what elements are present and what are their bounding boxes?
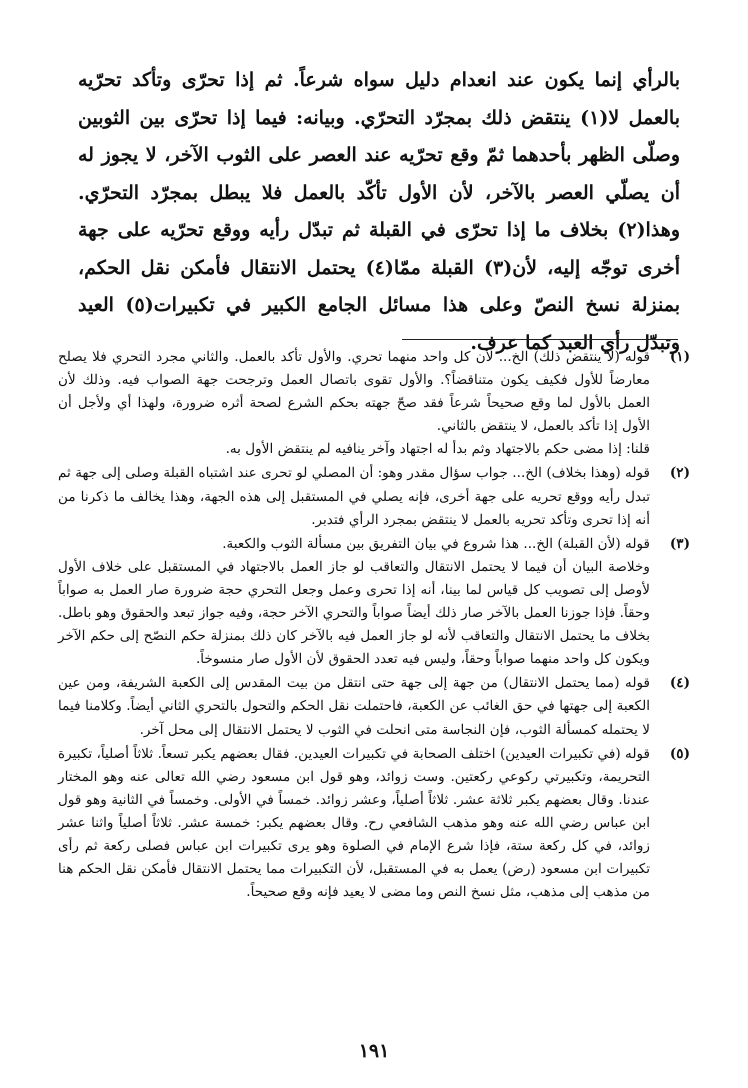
main-paragraph: بالرأي إنما يكون عند انعدام دليل سواه شرعاً. ثم إذا تحرّى وتأكد تحرّيه بالعمل لا(١) ينتقض ذلك بمجرّد التحرّي. وبيانه: فيما إذا تحرّى بين الثوبين وصلّى الظهر بأحدهما ثمّ وقع تحرّيه عند العصر على الثوب الآخر، لا يجوز له أن يصلّي العصر بالآخر، لأن الأول تأكّد بالعمل فلا يبطل بمجرّد التحرّي. وهذا(٢) بخلاف ما إذا تحرّى في القبلة ثم تبدّل رأيه ووقع تحرّيه على جهة أخرى توجّه إليه، لأن(٣) القبلة ممّا(٤) يحتمل الانتقال فأمكن نقل الحكم، بمنزلة نسخ النصّ وعلى هذا مسائل الجامع الكبير في تكبيرات(٥) العيد وتبدّل رأي العبد كما عرف. [78,69,681,354]
footnote-5 [58,743,690,905]
footnote-number: (١) [669,349,690,365]
footnote-separator [402,339,678,340]
footnote-body [58,346,650,461]
main-text-block [78,62,680,362]
footnote-body [58,672,650,741]
footnote-number: (٤) [669,675,690,692]
footnote-paragraph: قوله (في تكبيرات العيدين) اختلف الصحابة في تكبيرات العيدين. فقال بعضهم يكبر تسعاً. ثلاثاً أصلياً، تكبيرة التحريمة، وتكبيرتي ركوعي ركعتين. وست زوائد، وهو قول ابن مسعود رضي الله تعالى عنه وهو المختار عندنا. وقال بعضهم يكبر ثلاثة عشر. ثلاثاً أصلياً، وعشر زوائد. خمساً في الأولى. وخمساً في الثانية وهو قول ابن عباس رضي الله عنه وهو مذهب الشافعي رح. وقال بعضهم يكبر: خمسة عشر. ثلاثاً أصلياً واثنا عشر زوائد، في كل ركعة ستة، فإذا شرع الإمام في الصلوة وهو يرى تكبيرات ابن عباس فصلى ركعة ثم رأى تكبيرات ابن مسعود (رض) يعمل به في المستقبل، لأن التكبيرات مما يحتمل الانتقال فأمكن نقل الحكم هنا من مذهب إلى مذهب، مثل نسخ النص وما مضى لا يعيد فإنه وقع صحيحاً. [58,745,650,901]
footnote-body [58,462,650,531]
page-number: ١٩١ [358,1040,390,1062]
footnote-1 [58,346,690,461]
footnote-paragraph: قلنا: إذا مضى حكم بالاجتهاد وثم بدأ له اجتهاد وآخر ينافيه لم ينتقض الأول به. [225,441,650,458]
footnote-2 [58,462,690,531]
footnote-number: (٥) [669,745,690,762]
footnote-body [58,743,650,905]
footnote-3 [58,533,690,672]
footnote-4 [58,672,690,741]
footnote-number: (٣) [669,535,690,552]
footnotes-section [58,346,690,905]
footnote-paragraph: قوله (وهذا بخلاف) الخ... جواب سؤال مقدر وهو: أن المصلي لو تحرى عند اشتباه القبلة وصلى إلى جهة ثم تبدل رأيه ووقع تحريه على جهة أخرى، فإنه يصلي في المستقبل إلى هذه الجهة، وهذا يخالف ما ذكرنا من أنه إذا تحرى وتأكد تحريه بالعمل لا ينتقض بمجرد الرأي فتدبر. [58,465,650,528]
footnote-body [58,533,650,672]
footnote-paragraph: قوله (لأن القبلة) الخ... هذا شروع في بيان التفريق بين مسألة الثوب والكعبة. [222,535,650,552]
footnote-paragraph: قوله (مما يحتمل الانتقال) من جهة إلى جهة حتى انتقل من بيت المقدس إلى الكعبة الشريفة، ومن عين الكعبة إلى جهتها في حق الغائب عن الكعبة، فاحتملت نقل الحكم والتحول بالتحري الثاني أيضاً. وكلامنا فيما لا يحتمله كمسألة الثوب، فإن النجاسة متى انحلت في الثوب لا يحتمل الانتقال إلى محل آخر. [58,675,650,738]
footnote-paragraph: وخلاصة البيان أن فيما لا يحتمل الانتقال والتعاقب لو جاز العمل بالاجتهاد في المستقبل على خلاف الأول لأوصل إلى تصويب كل قياس لما بينا، أنه إذا تحرى وعمل وجعل التحري حجة ضرورة صار العمل به صواباً وحقاً. فإذا جوزنا العمل بالآخر صار ذلك أيضاً صواباً والتحري الآخر حجة، وفيه جواز تبعد والحقوق وهو باطل. بخلاف ما يحتمل الانتقال والتعاقب لأنه لو جاز العمل فيه بالآخر كان ذلك بمنزلة حكم النصّح إلى حكم الآخر ويكون كل واحد منهما صواباً وحقاً، وليس فيه تعدد الحقوق لأن الأول صار منسوخاً. [58,558,650,668]
footnote-paragraph: قوله (لا ينتقض ذلك) الخ... لأن كل واحد منهما تحري. والأول تأكد بالعمل. والثاني مجرد التحري فلا يصلح معارضاً للأول فكيف يكون متناقضاً؟. والأول تقوى باتصال العمل وترجحت جهة الصواب فيه. وذلك لأن العمل بالأول لما وقع صحيحاً شرعاً فقد صحّ جهته بحكم الشرع لصحة أثره ضرورة، ولهذا أي ولأجل أن الأول إذا تأكد بالعمل، لا ينتقض بالثاني. [58,349,650,435]
footnote-number: (٢) [669,465,690,482]
